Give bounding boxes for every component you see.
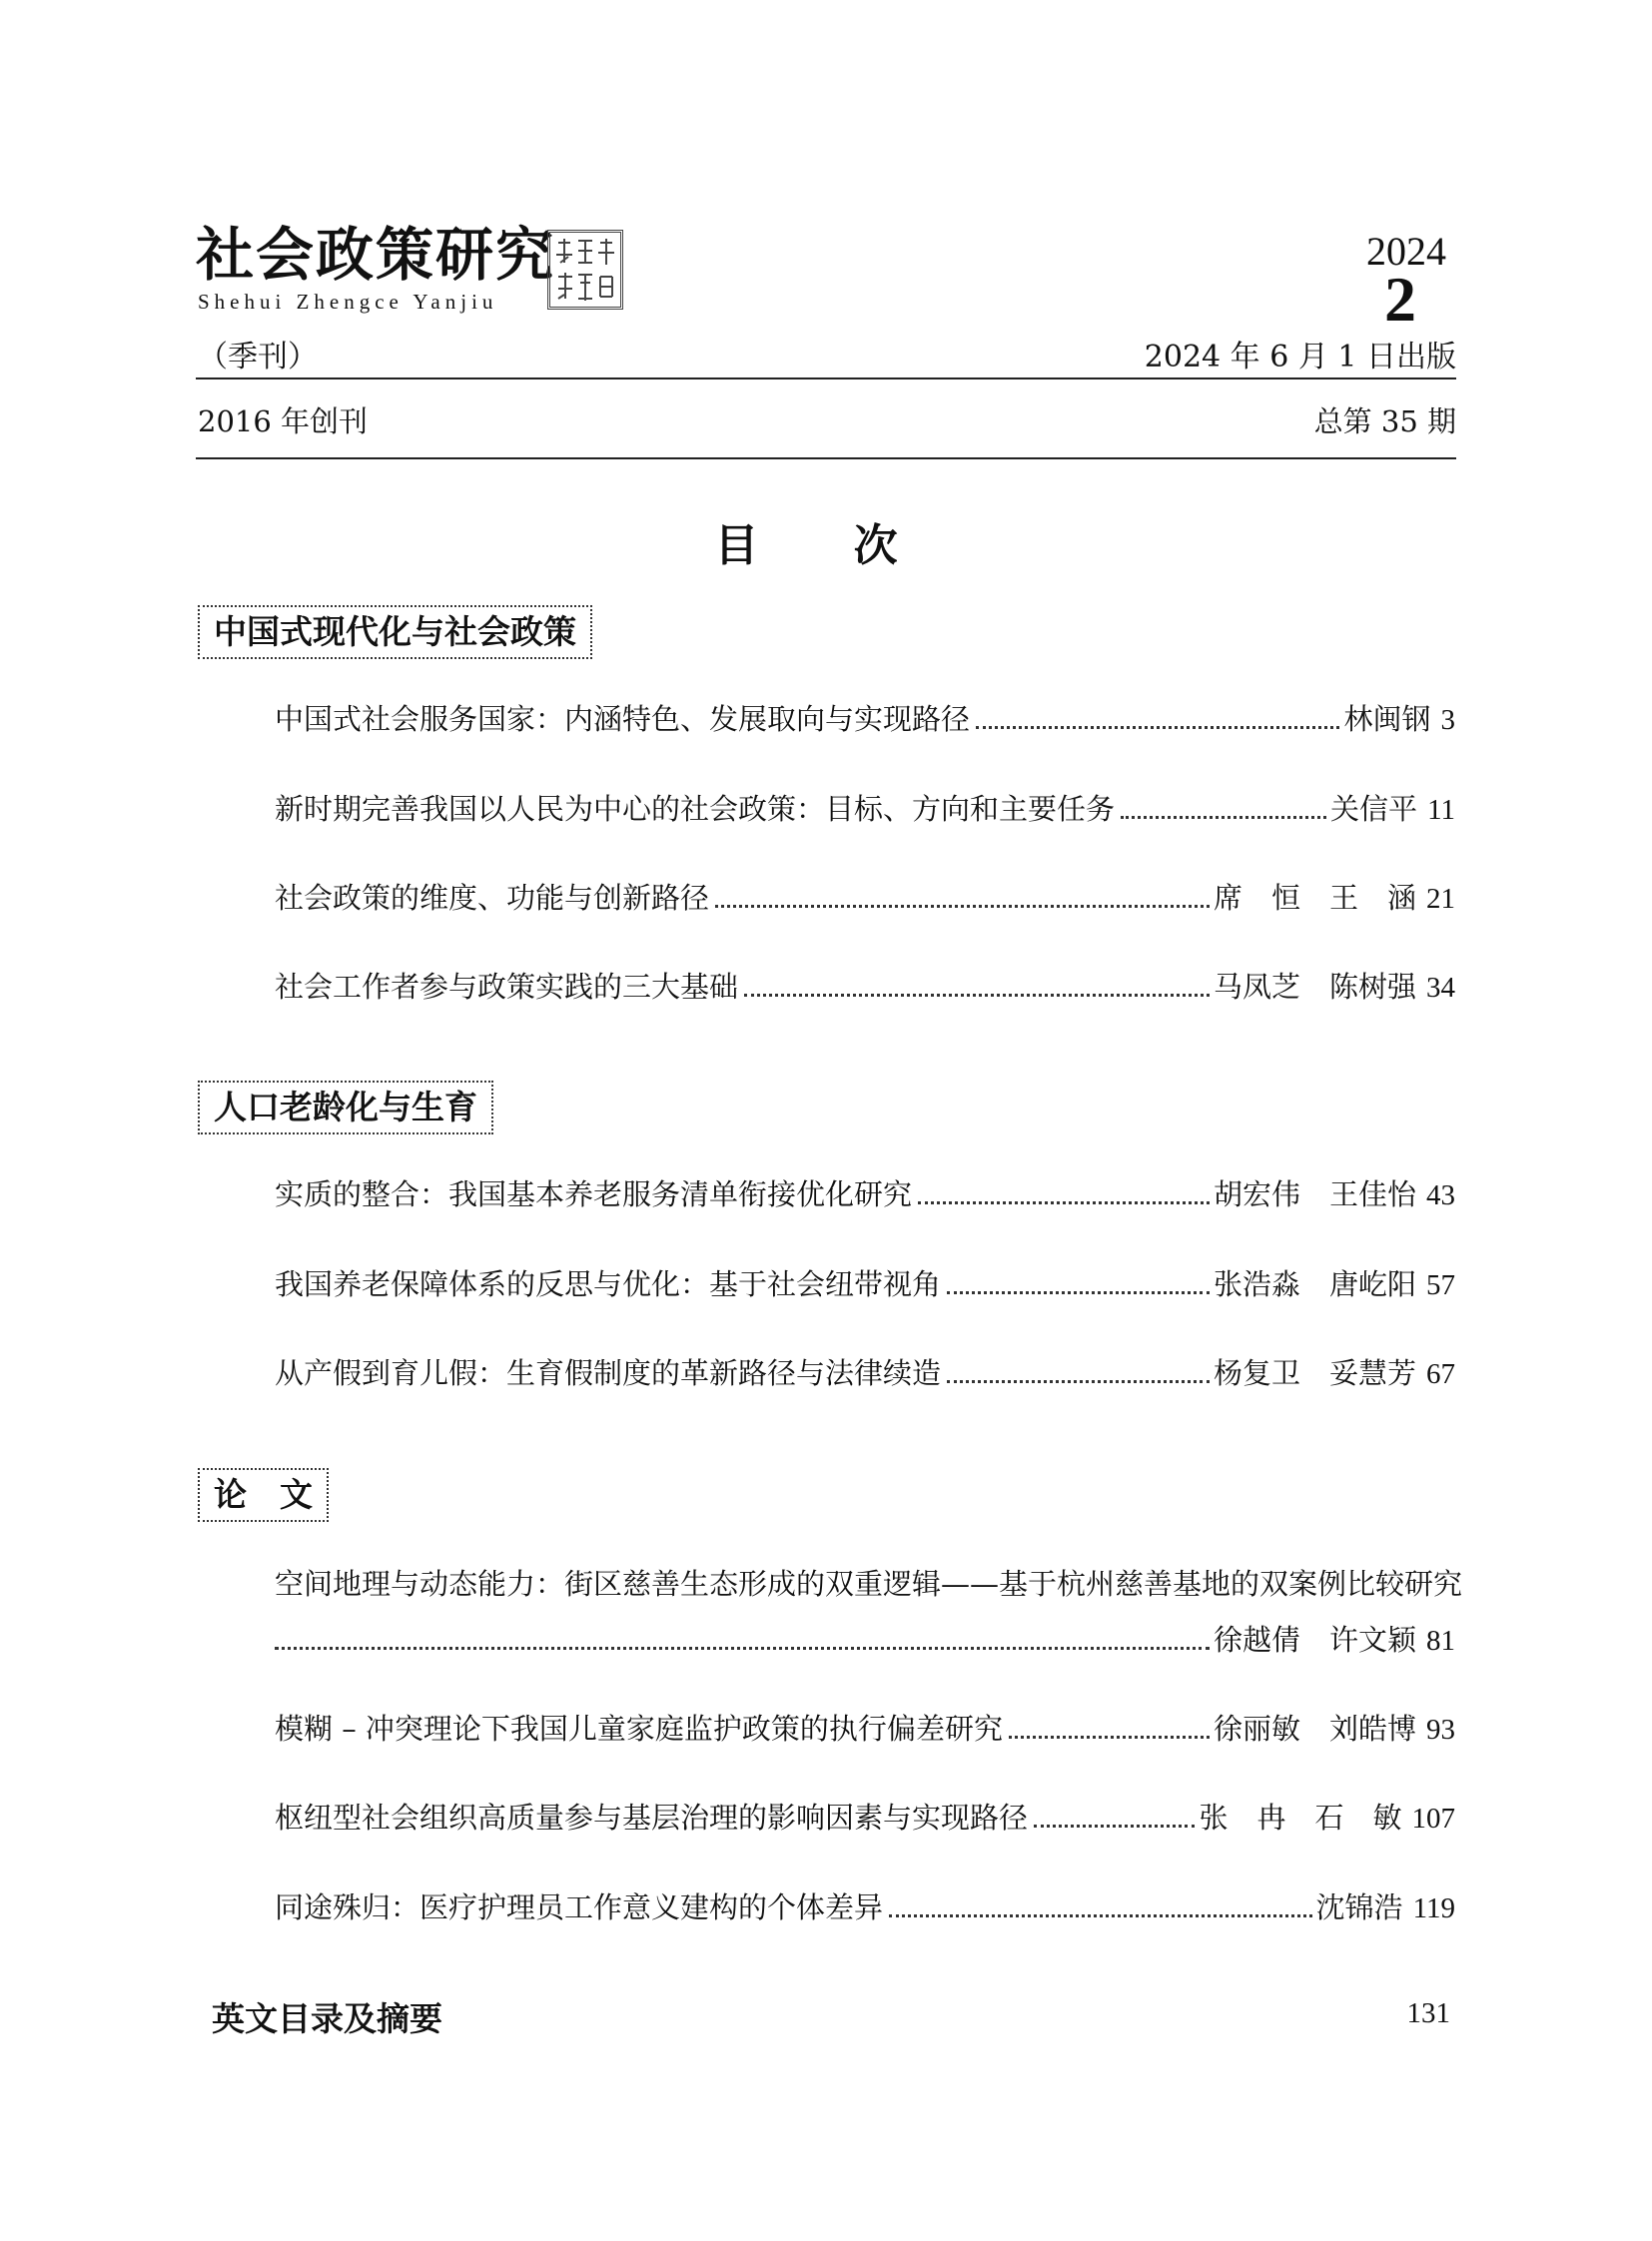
toc-entry[interactable] xyxy=(275,1798,1455,1839)
article-page: 57 xyxy=(1426,1269,1455,1301)
article-page: 119 xyxy=(1412,1892,1455,1924)
founded-year: 2016 年创刊 xyxy=(198,404,369,438)
article-title: 从产假到育儿假：生育假制度的革新路径与法律续造 xyxy=(275,1356,942,1390)
article-page: 3 xyxy=(1440,704,1455,736)
journal-title: 社会政策研究 xyxy=(196,221,556,289)
article-authors: 胡宏伟 王佳怡 xyxy=(1213,1177,1416,1211)
toc-entry[interactable] xyxy=(275,789,1455,830)
article-page: 81 xyxy=(1426,1625,1455,1657)
article-authors: 林闽钢 xyxy=(1343,702,1431,736)
article-page: 34 xyxy=(1426,972,1455,1004)
article-title: 中国式社会服务国家：内涵特色、发展取向与实现路径 xyxy=(275,702,971,736)
article-page: 67 xyxy=(1426,1358,1455,1390)
article-authors: 张浩淼 唐屹阳 xyxy=(1213,1267,1416,1301)
header-rule-top xyxy=(196,377,1456,379)
article-title: 社会政策的维度、功能与创新路径 xyxy=(275,881,710,915)
dot-leader xyxy=(889,1914,1312,1917)
article-authors: 沈锦浩 xyxy=(1315,1890,1403,1924)
article-title: 模糊 – 冲突理论下我国儿童家庭监护政策的执行偏差研究 xyxy=(275,1712,1003,1746)
dot-leader xyxy=(918,1201,1210,1204)
english-toc-page: 131 xyxy=(1406,1997,1450,2029)
toc-entry[interactable] xyxy=(275,1620,1455,1661)
article-title: 实质的整合：我国基本养老服务清单衔接优化研究 xyxy=(275,1177,913,1211)
article-title: 社会工作者参与政策实践的三大基础 xyxy=(275,970,739,1004)
dot-leader xyxy=(947,1380,1210,1383)
article-authors: 徐丽敏 刘皓博 xyxy=(1213,1712,1416,1746)
article-page: 43 xyxy=(1426,1179,1455,1211)
article-page: 11 xyxy=(1427,794,1455,826)
issue-year: 2024 xyxy=(1366,229,1446,274)
article-page: 107 xyxy=(1411,1803,1455,1835)
dot-leader xyxy=(1009,1736,1210,1739)
journal-seal-logo xyxy=(547,230,623,310)
section-header: 人口老龄化与生育 xyxy=(198,1081,493,1134)
toc-entry[interactable] xyxy=(275,699,1455,740)
dot-leader xyxy=(715,905,1210,908)
toc-entry[interactable] xyxy=(275,1353,1455,1394)
header-rule-bottom xyxy=(196,457,1456,459)
toc-entry[interactable] xyxy=(275,1887,1455,1928)
section-header: 论 文 xyxy=(198,1468,329,1522)
total-issue-number: 总第 35 期 xyxy=(1313,404,1456,438)
article-page: 93 xyxy=(1426,1714,1455,1746)
dot-leader xyxy=(275,1647,1210,1650)
toc-entry[interactable] xyxy=(275,1709,1455,1750)
publication-frequency: （季刊） xyxy=(198,340,318,374)
issue-number: 2 xyxy=(1384,264,1416,335)
article-title: 枢纽型社会组织高质量参与基层治理的影响因素与实现路径 xyxy=(275,1801,1029,1835)
article-authors: 杨复卫 妥慧芳 xyxy=(1213,1356,1416,1390)
article-authors: 席 恒 王 涵 xyxy=(1213,881,1416,915)
article-page: 21 xyxy=(1426,883,1455,915)
toc-heading: 目 次 xyxy=(714,520,938,571)
article-authors: 马凤芝 陈树强 xyxy=(1213,970,1416,1004)
toc-entry[interactable] xyxy=(275,1264,1455,1305)
dot-leader xyxy=(744,994,1210,997)
article-title[interactable]: 空间地理与动态能力：街区慈善生态形成的双重逻辑——基于杭州慈善基地的双案例比较研究 xyxy=(275,1567,1463,1601)
journal-pinyin: Shehui Zhengce Yanjiu xyxy=(198,290,498,314)
dot-leader xyxy=(947,1291,1210,1294)
article-title: 新时期完善我国以人民为中心的社会政策：目标、方向和主要任务 xyxy=(275,792,1116,826)
toc-entry[interactable] xyxy=(275,1174,1455,1215)
article-title: 同途殊归：医疗护理员工作意义建构的个体差异 xyxy=(275,1890,884,1924)
dot-leader xyxy=(1034,1825,1195,1828)
dot-leader xyxy=(976,726,1339,729)
toc-entry[interactable] xyxy=(275,878,1455,919)
article-title: 我国养老保障体系的反思与优化：基于社会纽带视角 xyxy=(275,1267,942,1301)
article-authors: 关信平 xyxy=(1330,792,1418,826)
article-authors: 张 冉 石 敏 xyxy=(1199,1801,1402,1835)
article-authors: 徐越倩 许文颖 xyxy=(1213,1623,1416,1657)
dot-leader xyxy=(1121,816,1326,819)
publication-date: 2024 年 6 月 1 日出版 xyxy=(1144,340,1456,374)
section-header: 中国式现代化与社会政策 xyxy=(198,605,592,659)
english-toc-title[interactable]: 英文目录及摘要 xyxy=(212,1999,442,2038)
toc-entry[interactable] xyxy=(275,967,1455,1008)
